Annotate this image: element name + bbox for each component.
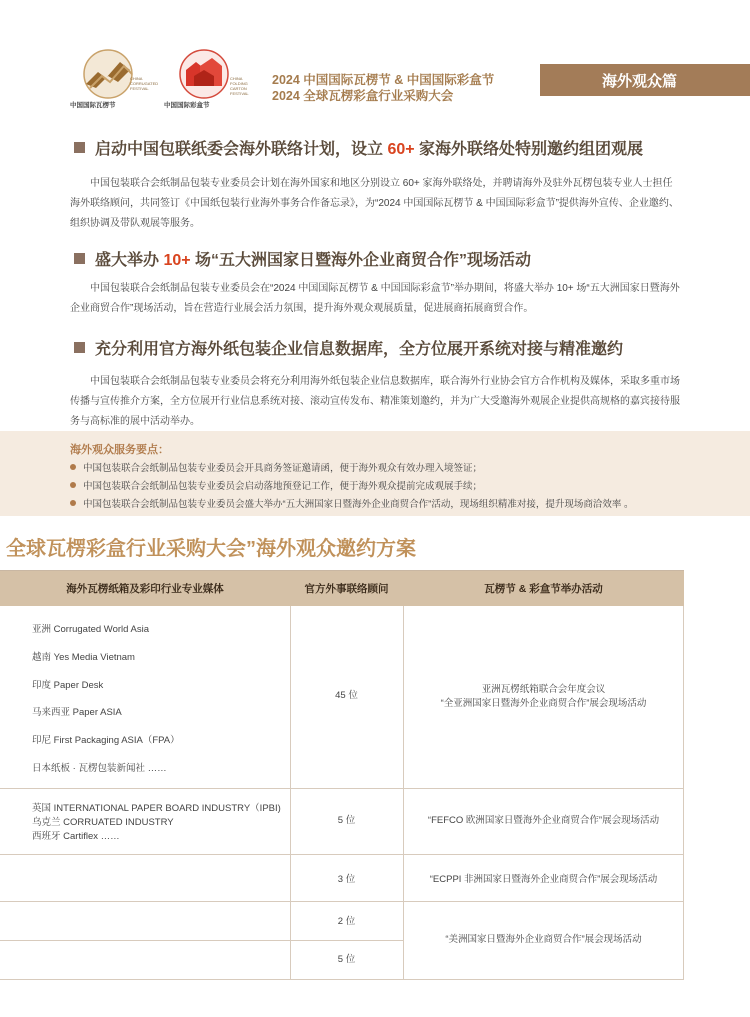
table-cell-media: 亚洲 Corrugated World Asia <box>32 624 150 635</box>
service-title: 海外观众服务要点： <box>70 444 169 456</box>
table-header-activities: 瓦楞节 & 彩盒节举办活动 <box>484 583 603 595</box>
row-divider <box>0 788 684 789</box>
table-cell-media: 越南 Yes Media Vietnam <box>32 652 135 663</box>
table-header-media: 海外瓦楞纸箱及彩印行业专业媒体 <box>66 583 224 595</box>
table-cell-advisor-count: 3 位 <box>337 874 356 885</box>
table-cell-activity: “FEFCO 欧洲国家日暨海外企业商贸合作”展会现场活动 <box>427 815 660 826</box>
table-cell-advisor-count: 5 位 <box>337 815 356 826</box>
folding-carton-festival-logo <box>160 48 260 110</box>
section-1-body: 中国包装联合会纸制品包装专业委员会计划在海外国家和地区分别设立 60+ 家海外联络处，并聘请海外及驻外瓦楞包装专业人士担任海外联络顾问，共同签订《中国纸包装行业海外事务合作备忘录》，为“2024 中国国际瓦楞节 & 中国国际彩盒节”提供海外宣传、企业邀约、组织协调及带队观展等服务。 <box>70 178 679 229</box>
service-item: 中国包装联合会纸制品包装专业委员会启动落地预登记工作，便于海外观众提前完成观展手续； <box>70 478 482 492</box>
bullet-square-icon <box>74 253 85 264</box>
invitation-plan-table <box>0 570 684 979</box>
table-cell-media: 日本纸板 · 瓦楞包装新闻社 …… <box>32 763 167 774</box>
table-cell-activity: “ECPPI 非洲国家日暨海外企业商贸合作”展会现场活动 <box>429 874 658 885</box>
table-cell-media: 英国 INTERNATIONAL PAPER BOARD INDUSTRY（IPBI) <box>32 803 281 814</box>
table-cell-advisor-count: 45 位 <box>335 690 358 701</box>
table-cell-media: 乌克兰 CORRUATED INDUSTRY <box>32 817 174 828</box>
section-1-title: 启动中国包联纸委会海外联络计划，设立 60+ 家海外联络处特别邀约组团观展 <box>74 136 643 159</box>
table-cell-media: 西班牙 Cartiflex …… <box>32 831 120 842</box>
column-divider <box>403 606 404 979</box>
header <box>0 0 750 125</box>
service-item: 中国包装联合会纸制品包装专业委员会盛大举办“五大洲国家日暨海外企业商贸合作”活动，现场组织精准对接，提升现场商洽效率 。 <box>70 496 633 510</box>
event-title-line1: 2024 中国国际瓦楞节 & 中国国际彩盒节 <box>272 73 495 87</box>
section-2-title: 盛大举办 10+ 场“五大洲国家日暨海外企业商贸合作”现场活动 <box>74 247 531 270</box>
row-divider <box>0 901 684 902</box>
service-item: 中国包装联合会纸制品包装专业委员会开具商务签证邀请函，便于海外观众有效办理入境签证； <box>70 460 482 474</box>
bullet-dot-icon <box>70 500 76 506</box>
table-cell-media: 印度 Paper Desk <box>32 680 104 691</box>
logo2-caption: 中国国际彩盒节 <box>164 102 210 109</box>
row-divider <box>0 940 403 941</box>
bullet-dot-icon <box>70 464 76 470</box>
table-cell-advisor-count: 5 位 <box>337 954 356 965</box>
table-cell-activity: 亚洲瓦楞纸箱联合会年度会议 “全亚洲国家日暨海外企业商贸合作”展会现场活动 <box>440 684 647 709</box>
event-title-line2: 2024 全球瓦楞彩盒行业采购大会 <box>272 89 454 103</box>
corrugated-festival-logo <box>68 48 158 110</box>
table-bottom-border <box>0 979 684 980</box>
section-3-body: 中国包装联合会纸制品包装专业委员会将充分利用海外纸包装企业信息数据库，联合海外行业协会官方合作机构及媒体，采取多重市场传播与宣传推介方案，全方位展开行业信息系统对接、滚动宣传发布、精准策划邀约，并为广大受邀海外观展企业提供高规格的嘉宾接待服务与高标准的展中活动举办。 <box>70 376 680 427</box>
table-cell-media: 印尼 First Packaging ASIA（FPA） <box>32 735 180 746</box>
table-cell-media: 马来西亚 Paper ASIA <box>32 707 122 718</box>
table-cell-advisor-count: 2 位 <box>337 916 356 927</box>
section-3-title: 充分利用官方海外纸包装企业信息数据库，全方位展开系统对接与精准邀约 <box>74 336 623 359</box>
logo1-small-text: CHINA CORRUGATED FESTIVAL <box>130 76 159 91</box>
table-right-border <box>683 606 684 979</box>
bullet-square-icon <box>74 142 85 153</box>
row-divider <box>290 854 684 855</box>
table-cell-activity: “美洲国家日暨海外企业商贸合作”展会现场活动 <box>445 934 642 945</box>
logo1-caption: 中国国际瓦楞节 <box>70 102 116 109</box>
bullet-dot-icon <box>70 482 76 488</box>
table-header-advisors: 官方外事联络顾问 <box>304 583 389 595</box>
event-titles <box>272 72 494 104</box>
logo2-small-text: CHINA FOLDING CARTON FESTIVAL <box>230 76 249 96</box>
section-tag: 海外观众篇 <box>540 64 750 96</box>
section-2-body: 中国包装联合会纸制品包装专业委员会在“2024 中国国际瓦楞节 & 中国国际彩盒节”举办期间，将盛大举办 10+ 场“五大洲国家日暨海外企业商贸合作”现场活动，旨在营造行业展会活力氛围，提升海外观众观展质量，促进展商拓展商贸合作。 <box>70 283 680 314</box>
bullet-square-icon <box>74 342 85 353</box>
row-divider <box>0 854 290 855</box>
plan-title: 全球瓦楞彩盒行业采购大会”海外观众邀约方案 <box>6 538 416 560</box>
